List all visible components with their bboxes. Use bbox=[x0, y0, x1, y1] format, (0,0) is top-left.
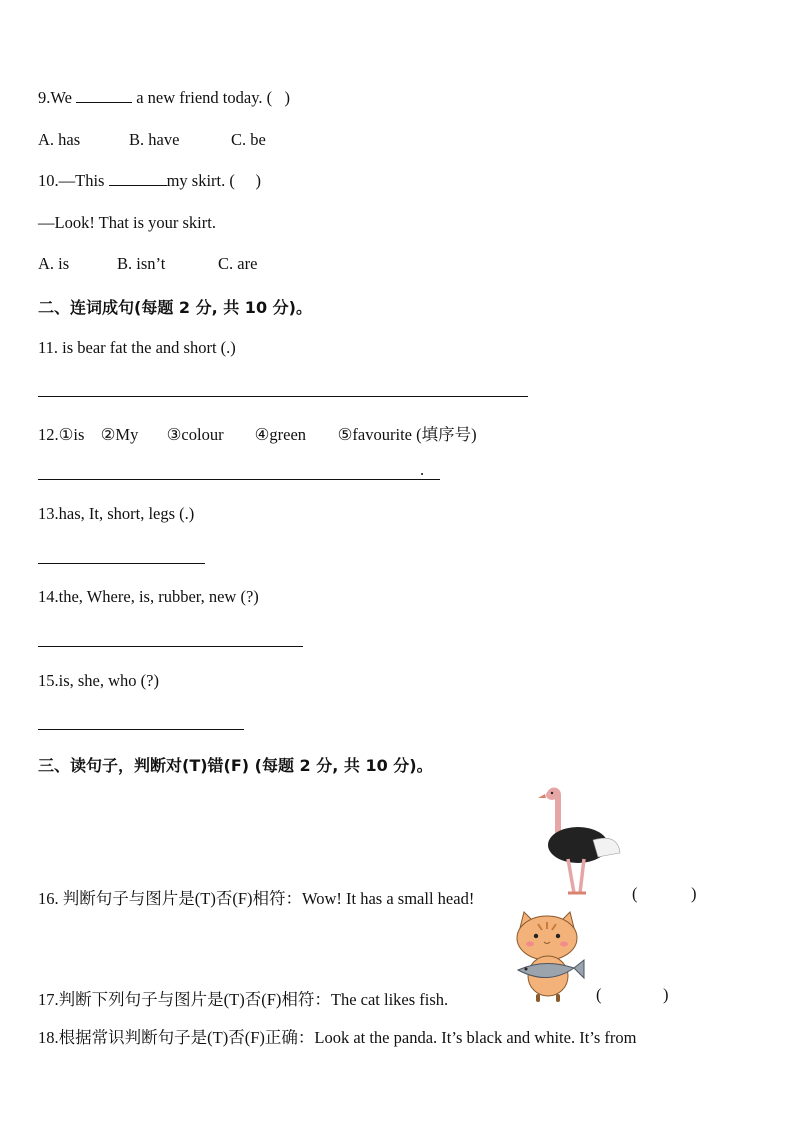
section-2-title: 二、连词成句(每题 2 分, 共 10 分)。 bbox=[38, 298, 312, 317]
section-3-title: 三、读句子，判断对(T)错(F) (每题 2 分, 共 10 分)。 bbox=[38, 756, 433, 775]
answer-paren-close: ) bbox=[691, 884, 697, 903]
question-10: 10.—This my skirt. ( ) bbox=[38, 171, 262, 190]
question-11: 11. is bear fat the and short (.) bbox=[38, 338, 236, 357]
option-b[interactable]: B. isn’t bbox=[117, 254, 166, 273]
question-10-options bbox=[38, 254, 257, 274]
answer-paren-open: ( bbox=[596, 985, 602, 1004]
question-15: 15.is, she, who (?) bbox=[38, 671, 159, 690]
option-a[interactable]: A. has bbox=[38, 130, 81, 149]
answer-blank[interactable] bbox=[109, 171, 167, 186]
answer-paren-open: ( bbox=[632, 884, 638, 903]
cat-with-fish-icon bbox=[508, 910, 588, 1002]
answer-line[interactable] bbox=[38, 646, 303, 647]
question-18: 18.根据常识判断句子是(T)否(F)正确：Look at the panda. It’s black and white. It’s from bbox=[38, 1028, 637, 1047]
question-14: 14.the, Where, is, rubber, new (?) bbox=[38, 587, 259, 606]
ostrich-icon bbox=[528, 785, 628, 900]
answer-line[interactable] bbox=[38, 396, 528, 397]
sentence-period: . bbox=[420, 460, 425, 479]
option-a[interactable]: A. is bbox=[38, 254, 70, 273]
answer-line[interactable] bbox=[38, 729, 244, 730]
answer-line[interactable] bbox=[38, 479, 440, 480]
answer-paren-close: ) bbox=[663, 985, 669, 1004]
answer-box[interactable] bbox=[640, 882, 688, 904]
option-c[interactable]: C. be bbox=[231, 130, 266, 149]
question-13: 13.has, It, short, legs (.) bbox=[38, 504, 195, 523]
question-9-options bbox=[38, 130, 266, 150]
question-16: 16. 判断句子与图片是(T)否(F)相符：Wow! It has a small head! bbox=[38, 889, 475, 908]
answer-line[interactable] bbox=[38, 563, 205, 564]
answer-blank[interactable] bbox=[76, 88, 132, 103]
option-c[interactable]: C. are bbox=[218, 254, 258, 273]
question-17: 17.判断下列句子与图片是(T)否(F)相符：The cat likes fish. bbox=[38, 990, 449, 1009]
answer-box[interactable] bbox=[604, 983, 660, 1005]
question-10-reply: —Look! That is your skirt. bbox=[38, 213, 216, 232]
option-b[interactable]: B. have bbox=[129, 130, 180, 149]
question-12: 12.①is ②My ③colour ④green ⑤favourite (填序号) bbox=[38, 425, 477, 444]
question-9: 9.We a new friend today. ( ) bbox=[38, 88, 290, 107]
